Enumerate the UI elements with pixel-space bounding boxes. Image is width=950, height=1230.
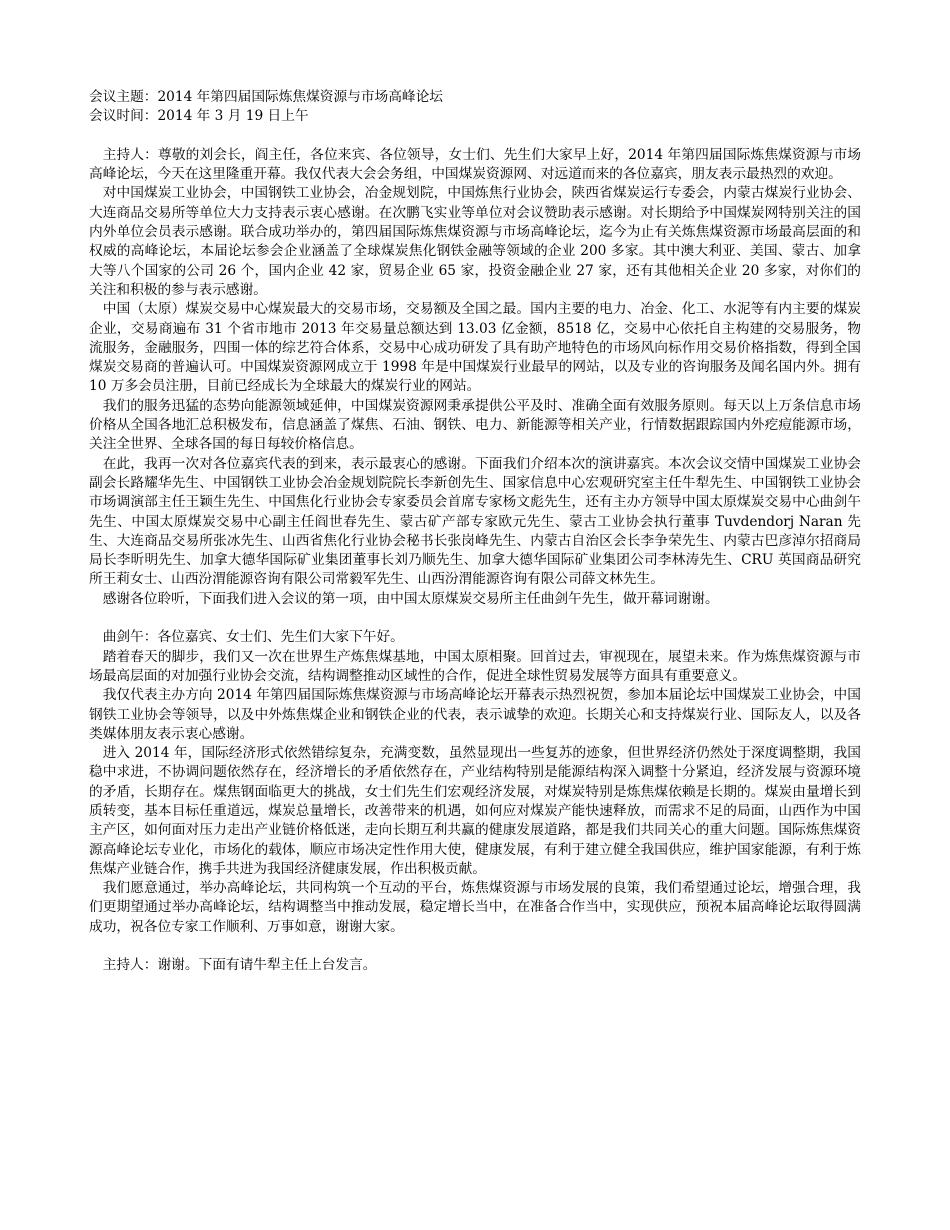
paragraph-congratulations: 我仅代表主办方向 2014 年第四届国际炼焦煤资源与市场高峰论坛开幕表示热烈祝贺，参加本届论坛中国煤炭工业协会，中国钢铁工业协会等领导，以及中外炼焦煤企业和钢铁企业的代表，表示诚挚的欢迎。长期关心和支持煤炭行业、国际友人，以及各类媒体朋友表示衷心感谢。 xyxy=(89,687,861,742)
spacer xyxy=(89,937,861,956)
spacer xyxy=(89,609,861,628)
paragraph-qu-greeting: 曲剑午：各位嘉宾、女士们、先生们大家下午好。 xyxy=(102,629,404,646)
paragraph-host-opening: 主持人：尊敬的刘会长，阎主任，各位来宾、各位领导，女士们、先生们大家早上好，2014 年第四届国际炼焦煤资源与市场高峰论坛，今天在这里隆重开幕。我仅代表大会会务组，中国煤炭资源网、对远道而来的各位嘉宾，朋友表示最热烈的欢迎。 xyxy=(89,146,861,183)
meeting-time: 会议时间：2014 年 3 月 19 日上午 xyxy=(89,108,309,125)
meeting-theme: 会议主题：2014 年第四届国际炼焦煤资源与市场高峰论坛 xyxy=(89,89,443,105)
paragraph-guest-introduction: 在此，我再一次对各位嘉宾代表的到来，表示最衷心的感谢。下面我们介绍本次的演讲嘉宾。本次会议交情中国煤炭工业协会副会长路耀华先生、中国钢铁工业协会冶金规划院院长李新创先生、国家信息中心宏观研究室主任牛犁先生、中国钢铁工业协会市场调演部主任王颖生先生、中国焦化行业协会专家委员会首席专家杨文彪先生，还有主办方领导中国太原煤炭交易中心曲剑午先生、中国太原煤炭交易中心副主任阎世春先生、蒙古矿产部专家欧元先生、蒙古工业协会执行董事 Tuvdendorj Naran 先生、大连商品交易所张冰先生、山西省焦化行业协会秘书长张岗峰先生、内蒙古自治区会长李争荣先生、内蒙古巴彦淖尔招商局局长李昕明先生、加拿大德华国际矿业集团董事长刘乃顺先生、加拿大德华国际矿业集团公司李林涛先生、CRU 英国商品研究所王莉女士、山西汾渭能源咨询有限公司常毅军先生、山西汾渭能源咨询有限公司薛文林先生。 xyxy=(89,455,861,588)
paragraph-first-item: 感谢各位聆听，下面我们进入会议的第一项，由中国太原煤炭交易所主任曲剑午先生，做开幕词谢谢。 xyxy=(102,590,719,607)
paragraph-thanks-organizations: 对中国煤炭工业协会，中国钢铁工业协会，冶金规划院，中国炼焦行业协会，陕西省煤炭运行专委会，内蒙古煤炭行业协会、大连商品交易所等单位大力支持表示衷心感谢。在次鹏飞实业等单位对会议赞助表示感谢。对长期给予中国煤炭网特别关注的国内外单位会员表示感谢。联合成功举办的，第四届国际炼焦煤资源与市场高峰论坛，迄今为止有关炼焦煤资源市场最高层面的和权威的高峰论坛，本届论坛参会企业涵盖了全球煤炭焦化钢铁金融等领域的企业 200 多家。其中澳大利亚、美国、蒙古、加拿大等八个国家的公司 26 个，国内企业 42 家，贸易企业 65 家，投资金融企业 27 家，还有其他相关企业 20 多家，对你们的关注和积极的参与表示感谢。 xyxy=(89,185,861,298)
paragraph-spring: 踏着春天的脚步，我们又一次在世界生产炼焦煤基地，中国太原相聚。回首过去，审视现在，展望未来。作为炼焦煤资源与市场最高层面的对加强行业协会交流，结构调整推动区域性的合作，促进全球性贸易发展等方面具有重要意义。 xyxy=(89,648,861,684)
paragraph-exchange-center: 中国（太原）煤炭交易中心煤炭最大的交易市场，交易额及全国之最。国内主要的电力、冶金、化工、水泥等有内主要的煤炭企业，交易商遍布 31 个省市地市 2013 年交易量总额达到 13.03 亿金额，8518 亿，交易中心依托自主构建的交易服务，物流服务，金融服务，四围一体的综艺符合体系，交易中心成功研发了具有助产地特色的市场风向标作用交易价格指数，得到全国煤炭交易商的普遍认可。中国煤炭资源网成立于 1998 年是中国煤炭行业最早的网站，以及专业的咨询服务及闻名国内外。拥有 10 万多会员注册，目前已经成长为全球最大的煤炭行业的网站。 xyxy=(89,301,861,395)
paragraph-services: 我们的服务迅猛的态势向能源领域延伸，中国煤炭资源网秉承提供公平及时、准确全面有效服务原则。每天以上万条信息市场价格从全国各地汇总积极发布，信息涵盖了煤焦、石油、钢铁、电力、新能源等相关产业，行情数据跟踪国内外疙痘能源市场，关注全世界、全球各国的每日每较价格信息。 xyxy=(89,397,861,453)
paragraph-closing-wishes: 我们愿意通过，举办高峰论坛，共同构筑一个互动的平台，炼焦煤资源与市场发展的良策，我们希望通过论坛，增强合理，我们更期望通过举办高峰论坛，结构调整当中推动发展，稳定增长当中，在准备合作当中，实现供应，预祝本届高峰论坛取得圆满成功，祝各位专家工作顺利、万事如意，谢谢大家。 xyxy=(89,880,861,935)
document-page xyxy=(89,88,861,976)
spacer xyxy=(89,127,861,146)
paragraph-host-next-speaker: 主持人：谢谢。下面有请牛犁主任上台发言。 xyxy=(102,957,377,974)
paragraph-economy-2014: 进入 2014 年，国际经济形式依然错综复杂，充满变数，虽然显现出一些复苏的迹象，但世界经济仍然处于深度调整期，我国稳中求进，不协调问题依然存在，经济增长的矛盾依然存在，产业结构特别是能源结构深入调整十分紧迫，经济发展与资源环境的矛盾，长期存在。煤焦钢面临更大的挑战，女士们先生们宏观经济发展，对煤炭特别是炼焦煤依赖是长期的。煤炭由量增长到质转变，基本目标任重道远，煤炭总量增长，改善带来的机遇，如何应对煤炭产能快速释放，而需求不足的局面，山西作为中国主产区，如何面对压力走出产业链价格低迷，走向长期互利共赢的健康发展道路，都是我们共同关心的重大问题。国际炼焦煤资源高峰论坛专业化，市场化的载体，顺应市场决定性作用大使，健康发展，有利于建立健全我国供应，维护国家能源，有利于炼焦煤产业链合作，携手共进为我国经济健康发展，作出积极贡献。 xyxy=(89,745,861,877)
